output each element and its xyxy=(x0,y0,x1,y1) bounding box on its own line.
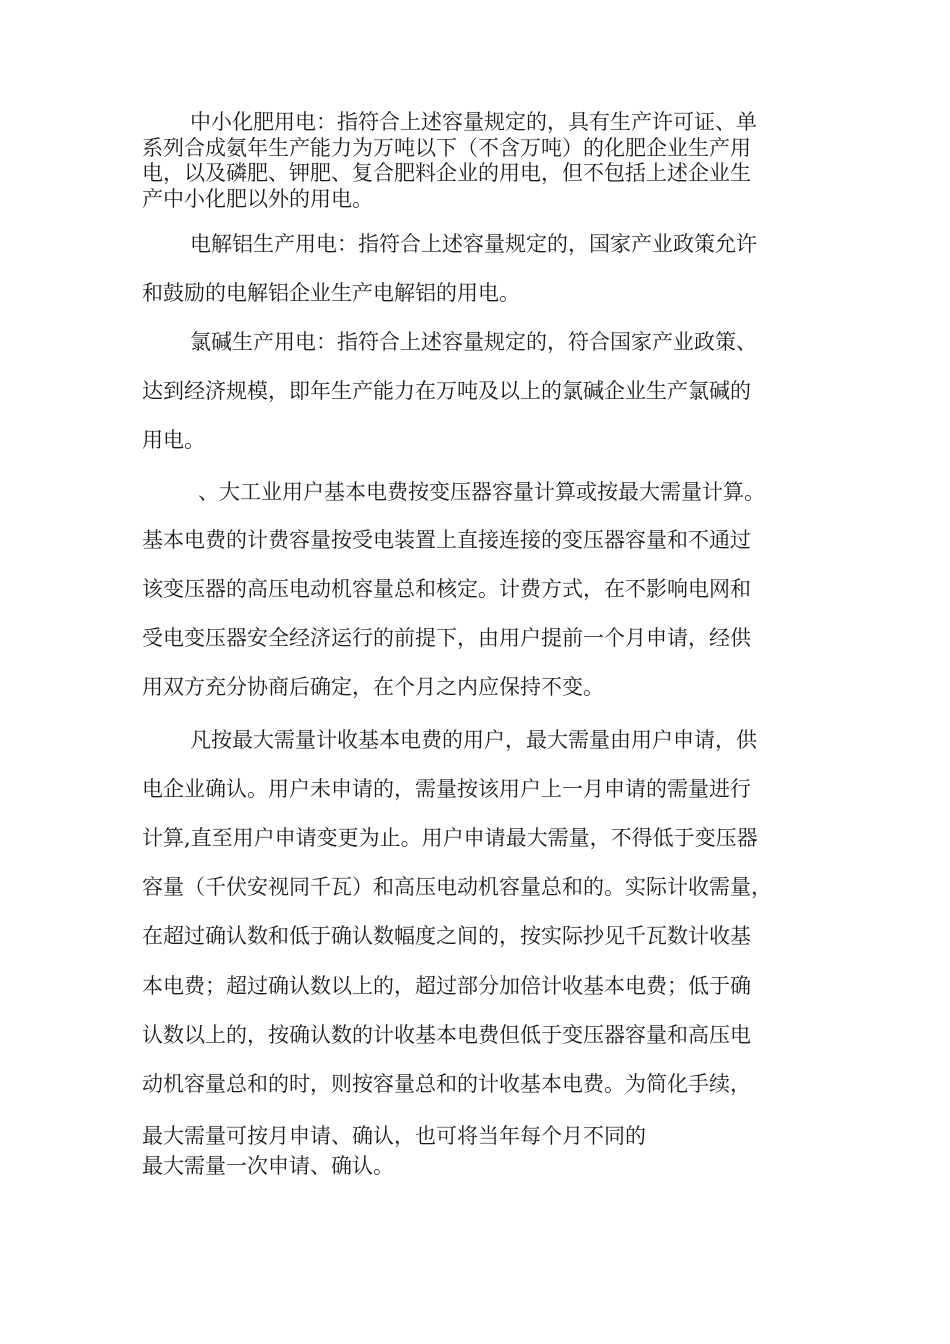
text-line: 容量（千伏安视同千瓦）和高压电动机容量总和的。实际计收需量， xyxy=(142,875,772,899)
text-line: 最大需量一次申请、确认。 xyxy=(142,1154,394,1178)
text-line: 最大需量可按月申请、确认，也可将当年每个月不同的 xyxy=(142,1124,646,1148)
text-line: 达到经济规模，即年生产能力在万吨及以上的氯碱企业生产氯碱的 xyxy=(142,379,751,403)
text-line: 在超过确认数和低于确认数幅度之间的，按实际抄见千瓦数计收基 xyxy=(142,924,751,948)
text-line: 电企业确认。用户未申请的，需量按该用户上一月申请的需量进行 xyxy=(142,777,751,801)
text-line: 该变压器的高压电动机容量总和核定。计费方式，在不影响电网和 xyxy=(142,577,751,601)
text-line: 电，以及磷肥、钾肥、复合肥料企业的用电，但不包括上述企业生 xyxy=(142,161,751,185)
text-line: 产中小化肥以外的用电。 xyxy=(142,187,373,211)
text-line: 用双方充分协商后确定，在个月之内应保持不变。 xyxy=(142,675,604,699)
text-line: 本电费；超过确认数以上的，超过部分加倍计收基本电费；低于确 xyxy=(142,974,751,998)
text-line: 受电变压器安全经济运行的前提下，由用户提前一个月申请，经供 xyxy=(142,626,751,650)
text-line: 系列合成氨年生产能力为万吨以下（不含万吨）的化肥企业生产用 xyxy=(142,136,751,160)
text-line: 电解铝生产用电：指符合上述容量规定的，国家产业政策允许 xyxy=(190,232,757,256)
text-line: 凡按最大需量计收基本电费的用户，最大需量由用户申请，供 xyxy=(190,728,757,752)
text-line: 基本电费的计费容量按受电装置上直接连接的变压器容量和不通过 xyxy=(142,528,751,552)
text-line: 、大工业用户基本电费按变压器容量计算或按最大需量计算。 xyxy=(198,480,765,504)
text-line: 用电。 xyxy=(142,428,205,452)
text-line: 动机容量总和的时，则按容量总和的计收基本电费。为简化手续， xyxy=(142,1072,751,1096)
text-line: 认数以上的，按确认数的计收基本电费但低于变压器容量和高压电 xyxy=(142,1023,751,1047)
text-line: 中小化肥用电：指符合上述容量规定的，具有生产许可证、单 xyxy=(190,110,757,134)
text-line: 氯碱生产用电：指符合上述容量规定的，符合国家产业政策、 xyxy=(190,330,757,354)
text-line: 和鼓励的电解铝企业生产电解铝的用电。 xyxy=(142,281,520,305)
text-line: 计算,直至用户申请变更为止。用户申请最大需量，不得低于变压器 xyxy=(142,826,758,850)
